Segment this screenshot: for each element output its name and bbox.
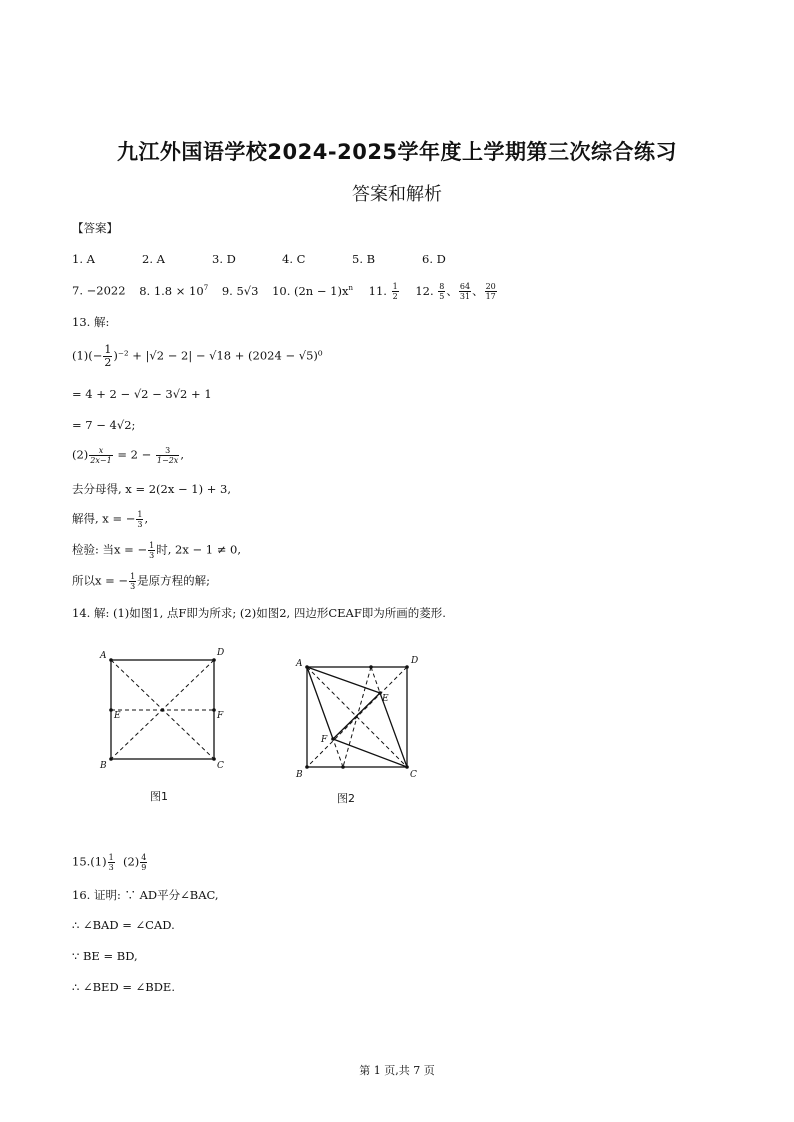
side-ae [307,667,380,693]
answer-9: 9. 5√3 [221,283,259,298]
fraction-numerator: 4 [141,853,147,862]
q13-part1-step2: = 7 − 4√2; [72,418,136,432]
point-top [369,665,373,669]
construction-line [333,739,343,767]
point-c [405,765,409,769]
step-fraction [148,541,155,560]
point-f [331,737,335,741]
step-text: 所以x = − [72,573,129,588]
fraction-numerator: 1 [149,541,155,550]
expr-fraction [103,344,112,369]
step-end: , [144,511,149,526]
label-c: C [217,761,224,771]
point-b [109,757,113,761]
point-center [161,708,165,712]
fraction-numerator: 64 [459,282,471,291]
document-subtitle: 答案和解析 [352,184,442,205]
document-title: 九江外国语学校2024-2025学年度上学期第三次综合练习 [116,140,678,164]
q13-step-clear-denominator: 去分母得, x = 2(2x − 1) + 3, [72,482,232,496]
equation-middle: = 2 − [113,447,155,462]
point-d [405,665,409,669]
q16-line-4: ∴ ∠BED = ∠BDE. [72,980,175,994]
point-c [212,757,216,761]
point-a [305,665,309,669]
fraction-denominator: 1−2x [156,456,179,465]
point-d [212,658,216,662]
point-b [305,765,309,769]
step-fraction [136,510,143,529]
point-a [109,658,113,662]
answer-8 [139,284,208,298]
label-e: E [114,711,121,721]
answer-8-base: 8. 1.8 × 10 [139,283,204,298]
q15-fraction-1 [108,853,115,872]
figure-1-caption: 图1 [150,790,168,803]
fraction-numerator: 20 [485,282,496,291]
answers-label: 【答案】 [72,221,118,235]
figure-1 [90,640,250,810]
mc-answer-5: 5. B [352,252,376,266]
diagonal-ef [333,693,380,739]
q16-line-1: 16. 证明: ∵ AD平分∠BAC, [72,888,219,902]
figure-2 [285,645,435,815]
step-text: 解得, x = − [72,511,136,526]
q15-fraction-2 [140,853,147,872]
label-c: C [410,770,417,780]
fill-answers-row [72,282,498,301]
answer-10-exponent: n [348,283,353,292]
q15-part2-label: (2) [115,854,140,869]
step-fraction [129,572,136,591]
label-a: A [296,659,303,669]
q15-answer [72,853,148,872]
answer-12-label: 12. [415,283,434,298]
fraction-denominator: 3 [108,863,114,872]
answer-11 [368,282,404,301]
label-e: E [382,694,389,704]
construction-line [371,667,380,693]
fraction-numerator: 1 [137,510,143,519]
part-label: (2) [72,447,89,462]
step-end: 时, 2x − 1 ≠ 0, [156,542,241,557]
fraction-denominator: 9 [141,863,147,872]
answer-12-fraction-1 [438,282,445,301]
label-f: F [321,735,328,745]
answer-11-fraction [392,282,399,301]
label-d: D [217,648,225,658]
figure-2-caption: 图2 [337,792,355,805]
side-ec [380,693,407,767]
step-text: 检验: 当x = − [72,542,148,557]
fraction-denominator: 2x−1 [90,456,112,465]
separator: 、 [446,283,458,298]
fraction-denominator: 17 [485,292,496,301]
mc-answer-3: 3. D [212,252,236,266]
answer-10-base: 10. (2n − 1)x [272,283,349,298]
rhs-fraction [156,446,179,465]
page-footer: 第 1 页,共 7 页 [359,1064,435,1077]
point-f [212,708,216,712]
mc-answer-1: 1. A [72,252,95,266]
answer-7: 7. −2022 [72,283,126,298]
answer-8-exponent: 7 [203,283,209,292]
fraction-numerator: 1 [108,853,114,862]
q15-label: 15.(1) [72,854,107,869]
step-end: 是原方程的解; [137,573,211,588]
answer-12 [415,282,497,301]
q13-step-solve [72,510,148,529]
q13-part1-step1: = 4 + 2 − √2 − 3√2 + 1 [72,387,212,401]
label-f: F [217,711,224,721]
fraction-numerator: 1 [104,343,112,356]
point-bottom [341,765,345,769]
answer-11-label: 11. [368,283,387,298]
lhs-fraction [89,446,112,465]
q13-step-conclusion [72,572,210,591]
fraction-numerator: 1 [130,572,136,581]
fraction-numerator: x [89,446,112,456]
answer-12-fraction-3 [485,282,497,301]
expr-part-a: (1)(− [72,348,103,363]
mc-answer-6: 6. D [422,252,446,266]
q13-part2-equation [72,446,184,465]
label-b: B [100,761,107,771]
fraction-numerator: 8 [439,282,445,291]
fraction-numerator: 3 [156,446,179,456]
q13-step-check [72,541,241,560]
separator: 、 [472,283,484,298]
q13-part1-expression [72,344,323,369]
point-e [109,708,113,712]
fraction-denominator: 3 [130,582,136,591]
answer-10 [272,284,353,298]
answer-12-fraction-2 [459,282,471,301]
fraction-denominator: 31 [459,292,471,301]
q16-line-2: ∴ ∠BAD = ∠CAD. [72,918,175,932]
side-fa [307,667,333,739]
expr-part-b: )⁻² + |√2 − 2| − √18 + (2024 − √5)⁰ [113,348,323,363]
fraction-denominator: 2 [392,292,398,301]
fraction-numerator: 1 [392,282,398,291]
q13-label: 13. 解: [72,315,110,329]
q16-line-3: ∵ BE = BD, [72,949,138,963]
label-a: A [100,651,107,661]
label-b: B [296,770,303,780]
q14-text: 14. 解: (1)如图1, 点F即为所求; (2)如图2, 四边形CEAF即为所画的菱形. [72,606,446,620]
fraction-denominator: 2 [104,356,112,369]
mc-answer-2: 2. A [142,252,165,266]
fraction-denominator: 3 [137,520,143,529]
label-d: D [411,656,419,666]
fraction-denominator: 3 [149,551,155,560]
mc-answer-4: 4. C [282,252,306,266]
equation-end: , [180,447,184,462]
fraction-denominator: 5 [439,292,445,301]
